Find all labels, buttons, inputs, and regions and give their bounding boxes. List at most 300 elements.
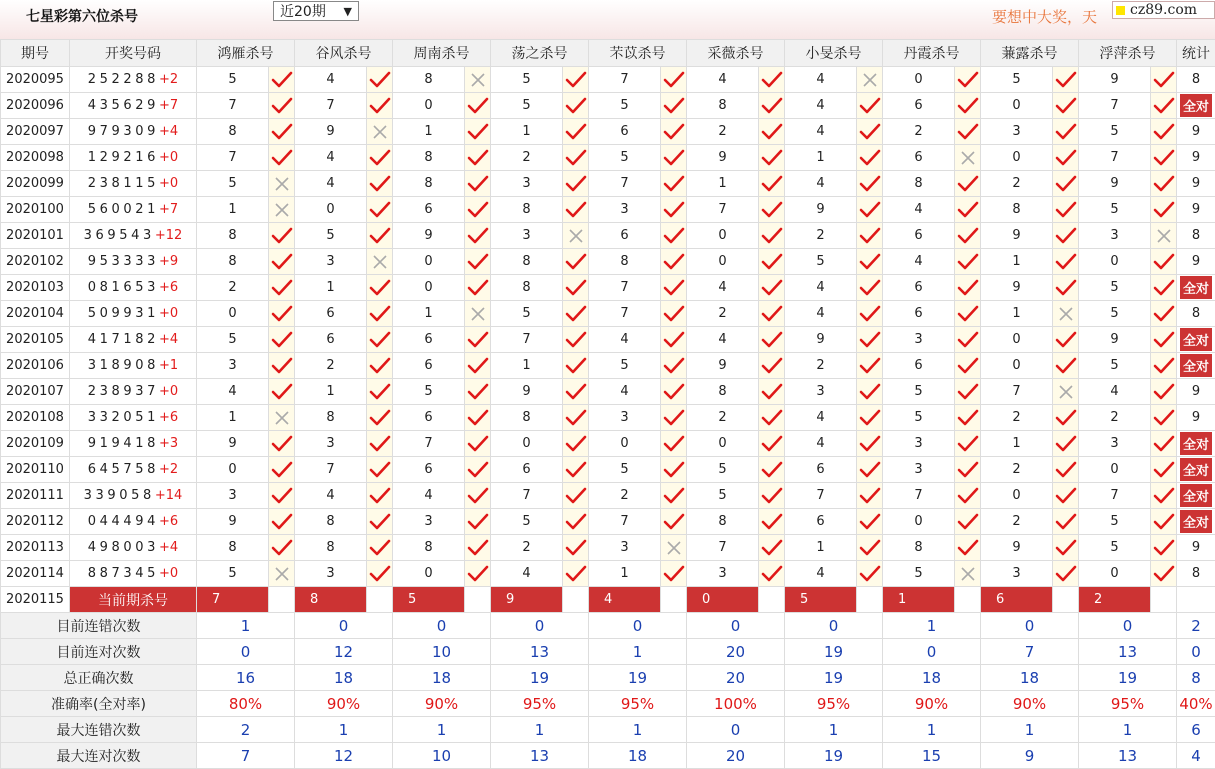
numbers-cell <box>70 301 197 327</box>
cross-icon <box>367 249 393 275</box>
draw-plus: +0 <box>159 150 179 165</box>
kill-number-cell: 4 <box>785 119 857 145</box>
issue-cell: 2020109 <box>1 431 70 457</box>
kill-number-cell: 9 <box>197 509 269 535</box>
issue-cell: 2020108 <box>1 405 70 431</box>
summary-label: 准确率(全对率) <box>1 691 197 717</box>
kill-number-cell: 2 <box>687 405 759 431</box>
check-icon <box>955 119 981 145</box>
check-icon <box>1053 93 1079 119</box>
check-icon <box>269 275 295 301</box>
summary-value: 15 <box>883 743 981 769</box>
check-icon <box>269 301 295 327</box>
current-empty-cell <box>857 587 883 613</box>
check-icon <box>857 327 883 353</box>
kill-number-cell: 7 <box>295 93 367 119</box>
check-icon <box>759 275 785 301</box>
check-icon <box>857 249 883 275</box>
check-icon <box>367 67 393 93</box>
summary-value: 19 <box>589 665 687 691</box>
check-icon <box>563 483 589 509</box>
kill-number-cell: 3 <box>981 561 1053 587</box>
check-icon <box>1151 67 1177 93</box>
kill-number-cell: 6 <box>393 405 465 431</box>
stat-cell <box>1177 327 1215 353</box>
numbers-cell <box>70 119 197 145</box>
draw-plus: +6 <box>159 514 179 529</box>
kill-number-cell: 3 <box>785 379 857 405</box>
kill-number-cell: 1 <box>491 353 563 379</box>
issue-cell: 2020101 <box>1 223 70 249</box>
check-icon <box>661 119 687 145</box>
kill-number-cell: 3 <box>981 119 1053 145</box>
summary-value: 7 <box>981 639 1079 665</box>
stat-cell <box>1177 275 1215 301</box>
check-icon <box>857 431 883 457</box>
kill-number-cell: 5 <box>1079 197 1151 223</box>
check-icon <box>857 509 883 535</box>
check-icon <box>661 301 687 327</box>
kill-number-cell: 3 <box>1079 431 1151 457</box>
kill-number-cell: 5 <box>197 67 269 93</box>
check-icon <box>367 275 393 301</box>
check-icon <box>661 483 687 509</box>
kill-number-cell: 8 <box>981 197 1053 223</box>
check-icon <box>955 327 981 353</box>
current-kill-number: 8 <box>295 587 367 613</box>
draw-plus: +2 <box>159 72 179 87</box>
check-icon <box>857 223 883 249</box>
current-kill-number: 4 <box>589 587 661 613</box>
check-icon <box>367 223 393 249</box>
col-expert-header: 小旻杀号 <box>785 40 883 67</box>
top-bar <box>0 0 1215 40</box>
kill-number-cell: 6 <box>491 457 563 483</box>
kill-number-cell: 1 <box>981 301 1053 327</box>
draw-digits: 129216 <box>87 150 160 165</box>
kill-number-cell: 2 <box>981 405 1053 431</box>
kill-number-cell: 8 <box>295 509 367 535</box>
kill-number-cell: 1 <box>491 119 563 145</box>
kill-number-cell: 4 <box>295 483 367 509</box>
kill-number-cell: 9 <box>1079 67 1151 93</box>
summary-value: 0 <box>981 613 1079 639</box>
check-icon <box>465 535 491 561</box>
check-icon <box>857 405 883 431</box>
col-stat-header: 统计 <box>1177 40 1215 67</box>
summary-value: 1 <box>785 717 883 743</box>
stat-value: 9 <box>1191 176 1201 191</box>
summary-value: 19 <box>491 665 589 691</box>
draw-plus: +2 <box>159 462 179 477</box>
current-empty-cell <box>563 587 589 613</box>
check-icon <box>563 67 589 93</box>
check-icon <box>367 327 393 353</box>
kill-number-cell: 2 <box>981 509 1053 535</box>
kill-number-cell: 3 <box>1079 223 1151 249</box>
check-icon <box>465 327 491 353</box>
all-correct-badge: 全对 <box>1180 484 1212 507</box>
check-icon <box>269 353 295 379</box>
check-icon <box>269 145 295 171</box>
kill-number-cell: 3 <box>687 561 759 587</box>
check-icon <box>1053 431 1079 457</box>
kill-number-cell: 1 <box>589 561 661 587</box>
table-row <box>1 353 1215 379</box>
kill-number-cell: 0 <box>981 145 1053 171</box>
summary-label: 目前连错次数 <box>1 613 197 639</box>
check-icon <box>857 483 883 509</box>
summary-label: 最大连错次数 <box>1 717 197 743</box>
summary-value: 1 <box>491 717 589 743</box>
check-icon <box>367 145 393 171</box>
summary-value: 13 <box>1079 743 1177 769</box>
check-icon <box>563 379 589 405</box>
kill-number-cell: 5 <box>491 509 563 535</box>
cross-icon <box>269 197 295 223</box>
kill-number-cell: 9 <box>981 223 1053 249</box>
cross-icon <box>955 561 981 587</box>
stat-cell <box>1177 145 1215 171</box>
kill-number-cell: 7 <box>1079 145 1151 171</box>
check-icon <box>1151 405 1177 431</box>
check-icon <box>955 353 981 379</box>
summary-value: 0 <box>785 613 883 639</box>
kill-number-cell: 4 <box>883 197 955 223</box>
check-icon <box>1053 535 1079 561</box>
cross-icon <box>563 223 589 249</box>
check-icon <box>465 223 491 249</box>
col-expert-header: 荡之杀号 <box>491 40 589 67</box>
check-icon <box>563 119 589 145</box>
kill-number-cell: 4 <box>687 275 759 301</box>
summary-value: 1 <box>197 613 295 639</box>
kill-number-cell: 0 <box>197 301 269 327</box>
logo-text: cz89.com <box>1130 2 1198 18</box>
current-kill-number: 0 <box>687 587 759 613</box>
stat-cell <box>1177 67 1215 93</box>
check-icon <box>759 119 785 145</box>
numbers-cell <box>70 327 197 353</box>
kill-number-cell: 2 <box>981 457 1053 483</box>
kill-number-cell: 3 <box>589 405 661 431</box>
kill-number-cell: 1 <box>295 379 367 405</box>
cross-icon <box>367 119 393 145</box>
kill-number-cell: 6 <box>785 509 857 535</box>
check-icon <box>1053 171 1079 197</box>
kill-number-cell: 5 <box>1079 353 1151 379</box>
numbers-cell <box>70 145 197 171</box>
check-icon <box>269 67 295 93</box>
kill-number-cell: 3 <box>295 561 367 587</box>
issue-cell: 2020095 <box>1 67 70 93</box>
kill-number-cell: 3 <box>883 457 955 483</box>
check-icon <box>857 561 883 587</box>
check-icon <box>759 197 785 223</box>
current-empty-cell <box>367 587 393 613</box>
summary-value: 1 <box>589 717 687 743</box>
kill-number-cell: 9 <box>687 145 759 171</box>
numbers-cell <box>70 535 197 561</box>
summary-value: 95% <box>1079 691 1177 717</box>
kill-number-cell: 1 <box>785 535 857 561</box>
kill-number-cell: 4 <box>785 93 857 119</box>
cross-icon <box>1053 379 1079 405</box>
check-icon <box>1151 535 1177 561</box>
check-icon <box>563 405 589 431</box>
kill-number-cell: 3 <box>197 353 269 379</box>
kill-number-cell: 7 <box>687 197 759 223</box>
check-icon <box>857 171 883 197</box>
table-row <box>1 171 1215 197</box>
kill-number-cell: 4 <box>295 67 367 93</box>
check-icon <box>465 275 491 301</box>
check-icon <box>661 457 687 483</box>
kill-number-cell: 0 <box>1079 249 1151 275</box>
check-icon <box>759 67 785 93</box>
issue-cell: 2020111 <box>1 483 70 509</box>
draw-digits: 979309 <box>87 124 160 139</box>
kill-number-cell: 8 <box>197 119 269 145</box>
kill-number-cell: 8 <box>883 535 955 561</box>
stat-value: 8 <box>1191 228 1201 243</box>
kill-number-cell: 8 <box>197 535 269 561</box>
current-empty-cell <box>1151 587 1177 613</box>
issue-cell: 2020104 <box>1 301 70 327</box>
kill-number-cell: 6 <box>883 223 955 249</box>
issue-cell: 2020098 <box>1 145 70 171</box>
kill-number-cell: 0 <box>687 223 759 249</box>
cross-icon <box>269 171 295 197</box>
kill-number-cell: 1 <box>197 197 269 223</box>
summary-stat: 6 <box>1177 717 1215 743</box>
current-row <box>1 587 1215 613</box>
check-icon <box>759 353 785 379</box>
check-icon <box>1053 353 1079 379</box>
check-icon <box>1053 249 1079 275</box>
summary-value: 1 <box>1079 717 1177 743</box>
check-icon <box>465 93 491 119</box>
kill-number-cell: 4 <box>785 561 857 587</box>
check-icon <box>1053 223 1079 249</box>
cross-icon <box>1053 301 1079 327</box>
check-icon <box>563 171 589 197</box>
site-logo[interactable] <box>1112 1 1215 19</box>
kill-number-cell: 6 <box>883 353 955 379</box>
kill-number-cell: 4 <box>1079 379 1151 405</box>
check-icon <box>465 405 491 431</box>
kill-number-cell: 0 <box>883 67 955 93</box>
kill-number-cell: 2 <box>295 353 367 379</box>
check-icon <box>759 405 785 431</box>
numbers-cell <box>70 353 197 379</box>
kill-number-cell: 4 <box>785 67 857 93</box>
check-icon <box>269 249 295 275</box>
period-select-value: 近20期 <box>280 4 326 20</box>
kill-number-cell: 8 <box>589 249 661 275</box>
check-icon <box>465 457 491 483</box>
summary-value: 12 <box>295 743 393 769</box>
summary-value: 0 <box>1079 613 1177 639</box>
summary-value: 1 <box>393 717 491 743</box>
stat-cell <box>1177 353 1215 379</box>
kill-number-cell: 7 <box>589 275 661 301</box>
check-icon <box>857 457 883 483</box>
col-expert-header: 蒹露杀号 <box>981 40 1079 67</box>
kill-number-cell: 0 <box>981 327 1053 353</box>
summary-value: 0 <box>687 717 785 743</box>
summary-value: 90% <box>883 691 981 717</box>
check-icon <box>759 301 785 327</box>
kill-number-cell: 2 <box>981 171 1053 197</box>
kill-number-cell: 6 <box>883 145 955 171</box>
kill-number-cell: 8 <box>687 93 759 119</box>
check-icon <box>563 431 589 457</box>
check-icon <box>955 67 981 93</box>
check-icon <box>661 145 687 171</box>
kill-number-cell: 4 <box>197 379 269 405</box>
kill-number-cell: 0 <box>589 431 661 457</box>
all-correct-badge: 全对 <box>1180 354 1212 377</box>
draw-plus: +0 <box>159 176 179 191</box>
check-icon <box>563 353 589 379</box>
check-icon <box>857 353 883 379</box>
summary-row <box>1 691 1215 717</box>
kill-number-cell: 5 <box>589 457 661 483</box>
draw-plus: +12 <box>154 228 183 243</box>
all-correct-badge: 全对 <box>1180 328 1212 351</box>
kill-number-cell: 2 <box>785 353 857 379</box>
draw-digits: 339058 <box>83 488 155 503</box>
kill-number-cell: 8 <box>883 171 955 197</box>
check-icon <box>955 509 981 535</box>
period-select[interactable] <box>273 1 359 21</box>
kill-number-cell: 3 <box>393 509 465 535</box>
numbers-cell <box>70 509 197 535</box>
summary-value: 95% <box>785 691 883 717</box>
kill-number-cell: 1 <box>785 145 857 171</box>
kill-number-cell: 9 <box>785 327 857 353</box>
table-row <box>1 561 1215 587</box>
kill-number-cell: 2 <box>687 301 759 327</box>
summary-value: 18 <box>393 665 491 691</box>
issue-cell: 2020110 <box>1 457 70 483</box>
check-icon <box>1053 405 1079 431</box>
kill-number-cell: 8 <box>491 249 563 275</box>
numbers-cell <box>70 249 197 275</box>
check-icon <box>563 301 589 327</box>
kill-number-cell: 9 <box>785 197 857 223</box>
kill-number-cell: 7 <box>981 379 1053 405</box>
kill-number-cell: 8 <box>197 223 269 249</box>
summary-value: 0 <box>197 639 295 665</box>
numbers-cell <box>70 379 197 405</box>
check-icon <box>1053 483 1079 509</box>
draw-digits: 238115 <box>87 176 160 191</box>
current-empty-cell <box>1053 587 1079 613</box>
kill-number-cell: 6 <box>295 327 367 353</box>
kill-number-cell: 5 <box>491 67 563 93</box>
check-icon <box>269 93 295 119</box>
kill-number-cell: 4 <box>491 561 563 587</box>
check-icon <box>955 197 981 223</box>
stat-cell <box>1177 457 1215 483</box>
table-row <box>1 405 1215 431</box>
table-row <box>1 67 1215 93</box>
page-title: 七星彩第六位杀号 <box>26 9 138 25</box>
draw-plus: +6 <box>159 280 179 295</box>
header-row <box>1 40 1215 67</box>
col-expert-header: 采薇杀号 <box>687 40 785 67</box>
check-icon <box>759 379 785 405</box>
check-icon <box>563 93 589 119</box>
summary-value: 80% <box>197 691 295 717</box>
check-icon <box>465 509 491 535</box>
col-issue-header: 期号 <box>1 40 70 67</box>
kill-number-cell: 4 <box>687 327 759 353</box>
kill-number-cell: 6 <box>883 301 955 327</box>
check-icon <box>955 431 981 457</box>
kill-number-cell: 5 <box>1079 301 1151 327</box>
issue-cell: 2020102 <box>1 249 70 275</box>
stat-cell <box>1177 483 1215 509</box>
summary-label: 总正确次数 <box>1 665 197 691</box>
kill-number-cell: 8 <box>491 275 563 301</box>
summary-value: 19 <box>785 743 883 769</box>
draw-plus: +7 <box>159 98 179 113</box>
issue-cell: 2020107 <box>1 379 70 405</box>
kill-number-cell: 0 <box>981 353 1053 379</box>
summary-value: 7 <box>197 743 295 769</box>
check-icon <box>1151 457 1177 483</box>
kill-number-cell: 8 <box>393 535 465 561</box>
check-icon <box>661 431 687 457</box>
check-icon <box>661 327 687 353</box>
draw-digits: 509931 <box>87 306 160 321</box>
kill-number-cell: 6 <box>393 197 465 223</box>
summary-row <box>1 717 1215 743</box>
check-icon <box>1151 197 1177 223</box>
kill-number-cell: 2 <box>785 223 857 249</box>
check-icon <box>1151 379 1177 405</box>
check-icon <box>661 171 687 197</box>
check-icon <box>955 223 981 249</box>
check-icon <box>367 457 393 483</box>
issue-cell: 2020099 <box>1 171 70 197</box>
kill-number-cell: 3 <box>883 431 955 457</box>
current-empty-cell <box>759 587 785 613</box>
col-expert-header: 浮萍杀号 <box>1079 40 1177 67</box>
kill-number-cell: 5 <box>1079 535 1151 561</box>
kill-number-cell: 2 <box>687 119 759 145</box>
check-icon <box>367 509 393 535</box>
kill-number-cell: 4 <box>785 431 857 457</box>
kill-number-cell: 8 <box>393 67 465 93</box>
kill-number-cell: 9 <box>1079 327 1151 353</box>
kill-number-cell: 7 <box>1079 483 1151 509</box>
kill-number-cell: 6 <box>393 353 465 379</box>
numbers-cell <box>70 171 197 197</box>
kill-number-cell: 7 <box>589 67 661 93</box>
summary-value: 1 <box>589 639 687 665</box>
col-expert-header: 鸿雁杀号 <box>197 40 295 67</box>
draw-digits: 332051 <box>87 410 160 425</box>
numbers-cell <box>70 457 197 483</box>
check-icon <box>661 67 687 93</box>
check-icon <box>857 119 883 145</box>
kill-number-cell: 9 <box>1079 171 1151 197</box>
check-icon <box>955 93 981 119</box>
